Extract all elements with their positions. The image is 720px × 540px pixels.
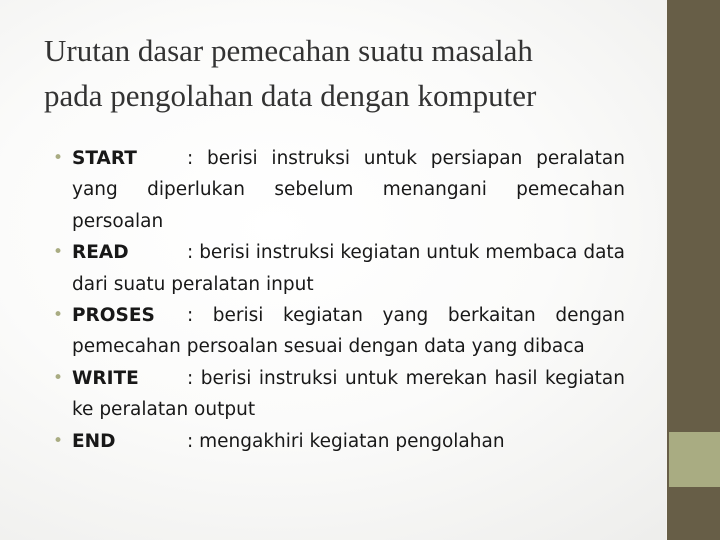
- list-item-proses: [50, 300, 625, 363]
- list-item-write: [50, 363, 625, 426]
- step-description: : berisi instruksi kegiatan untuk membaca data dari suatu peralatan input: [72, 242, 625, 295]
- step-list: [50, 143, 625, 457]
- slide-title: [44, 28, 644, 118]
- bullet-icon: •: [53, 367, 64, 388]
- bullet-icon: •: [53, 148, 64, 168]
- list-item-end: [50, 426, 625, 457]
- step-keyword: WRITE: [72, 367, 139, 389]
- step-keyword: END: [72, 430, 116, 452]
- step-description: : mengakhiri kegiatan pengolahan: [187, 430, 505, 452]
- list-item-read: [50, 237, 625, 300]
- bullet-icon: •: [53, 430, 64, 451]
- step-description: : berisi instruksi untuk persiapan peralatan yang diperlukan sebelum menangani pemecahan persoalan: [72, 148, 625, 232]
- side-accent-block: [669, 432, 720, 487]
- step-description: : berisi kegiatan yang berkaitan dengan pemecahan persoalan sesuai dengan data yang dibaca: [72, 305, 625, 358]
- bullet-icon: •: [53, 242, 64, 263]
- title-line-2: pada pengolahan data dengan komputer: [44, 78, 537, 113]
- step-keyword: READ: [72, 242, 129, 264]
- step-description: : berisi instruksi untuk merekan hasil kegiatan ke peralatan output: [72, 367, 625, 421]
- bullet-icon: •: [53, 305, 64, 326]
- title-line-1: Urutan dasar pemecahan suatu masalah: [44, 33, 533, 68]
- step-keyword: START: [72, 148, 137, 169]
- step-keyword: PROSES: [72, 305, 155, 327]
- list-item-start: [50, 143, 625, 237]
